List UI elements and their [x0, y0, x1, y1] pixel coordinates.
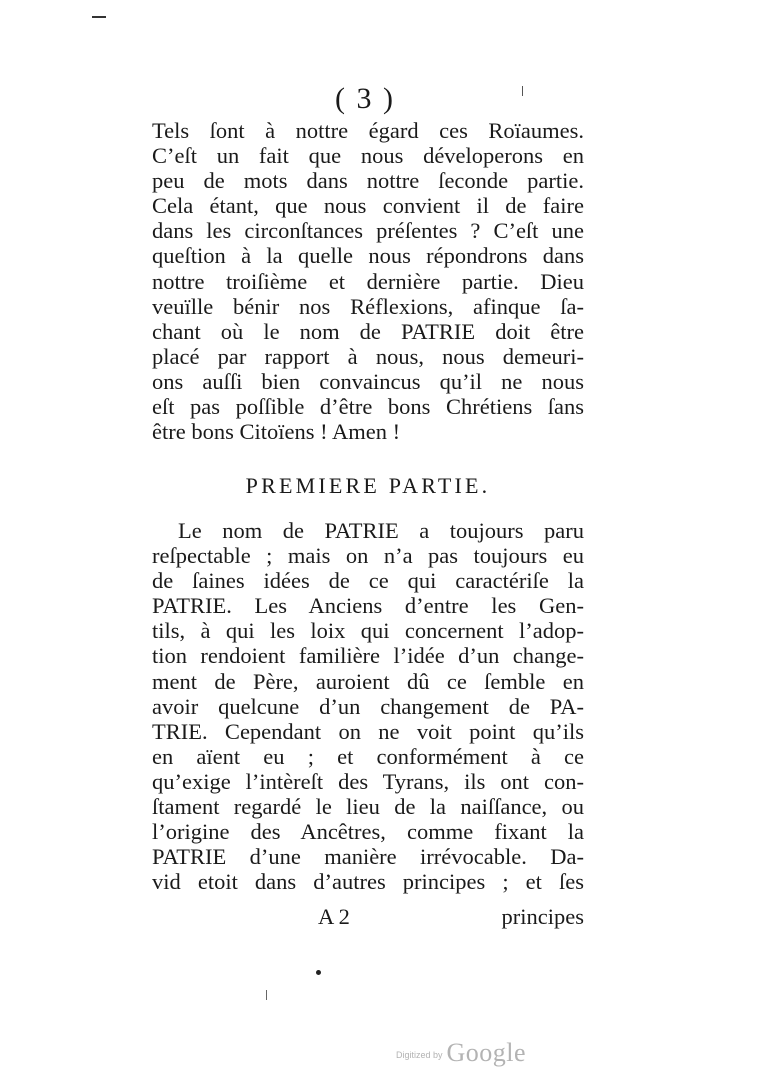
text-line: PATRIE. Les Anciens d’entre les Gen-	[152, 593, 584, 619]
signature-mark: A 2	[318, 904, 350, 929]
text-line: queſtion à la quelle nous répondrons dans	[152, 243, 584, 269]
google-logo: Google	[446, 1038, 527, 1067]
text-line: nottre troiſième et dernière partie. Dieu	[152, 268, 584, 294]
stray-ink-mark	[266, 990, 267, 1000]
page-footer	[318, 904, 584, 930]
text-line: tion rendoient familière l’idée d’un change-	[152, 643, 584, 669]
stray-ink-mark	[92, 16, 106, 18]
text-line: de ſaines idées de ce qui caractériſe la	[152, 568, 584, 594]
text-line: TRIE. Cependant on ne voit point qu’ils	[152, 718, 584, 744]
text-line: être bons Citoïens ! Amen !	[152, 419, 401, 445]
text-line: l’origine des Ancêtres, comme fixant la	[152, 819, 584, 845]
text-line: qu’exige l’intèreſt des Tyrans, ils ont con-	[152, 768, 584, 794]
text-line: ſtament regardé le lieu de la naiſſance, ou	[152, 794, 584, 820]
text-line: vid etoit dans d’autres principes ; et ſes	[152, 869, 584, 895]
stray-ink-mark	[522, 86, 523, 96]
text-line: chant où le nom de PATRIE doit être	[152, 318, 584, 344]
opening-paragraph	[152, 118, 584, 444]
text-line: C’eſt un fait que nous déveloperons en	[152, 143, 584, 169]
text-line: tils, à qui les loix qui concernent l’adop-	[152, 618, 584, 644]
catchword: principes	[501, 904, 584, 929]
section-heading: PREMIERE PARTIE.	[245, 473, 491, 498]
text-line: Le nom de PATRIE a toujours paru	[178, 518, 584, 543]
ink-dot	[316, 970, 321, 975]
text-line: Tels ſont à nottre égard ces Roïaumes.	[152, 118, 584, 143]
digitization-watermark	[396, 1038, 526, 1070]
section-paragraph	[152, 518, 584, 894]
text-line: dans les circonſtances préſentes ? C’eſt une	[152, 218, 584, 244]
page-number: ( 3 )	[335, 82, 395, 115]
watermark-caption: Digitized by	[396, 1050, 443, 1060]
text-line: ment de Père, auroient dû ce ſemble en	[152, 668, 584, 694]
text-line: Cela étant, que nous convient il de faire	[152, 193, 584, 219]
text-line: placé par rapport à nous, nous demeuri-	[152, 343, 584, 369]
text-line: ons auſſi bien convaincus qu’il ne nous	[152, 368, 584, 394]
text-line: avoir quelcune d’un changement de PA-	[152, 693, 584, 719]
text-line: reſpectable ; mais on n’a pas toujours eu	[152, 543, 584, 569]
text-line: en aïent eu ; et conformément à ce	[152, 743, 584, 769]
text-line: PATRIE d’une manière irrévocable. Da-	[152, 844, 584, 870]
text-line: peu de mots dans nottre ſeconde partie.	[152, 168, 584, 194]
text-line: veuïlle bénir nos Réflexions, afinque ſa-	[152, 293, 584, 319]
text-line: eſt pas poſſible d’être bons Chrétiens ſans	[152, 394, 584, 420]
